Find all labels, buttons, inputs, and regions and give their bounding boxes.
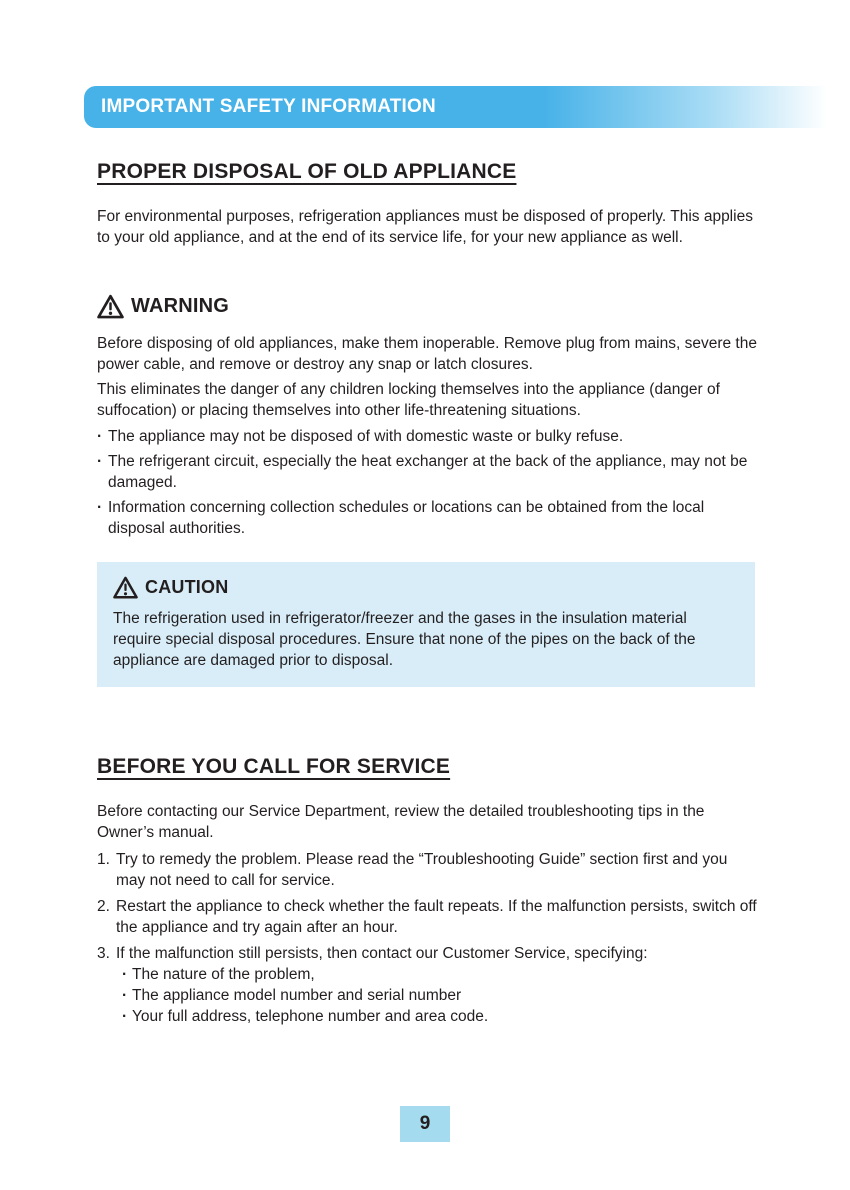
step-text: Restart the appliance to check whether the fault repeats. If the malfunction persists, switch off the appliance and try again after an hour. (116, 898, 757, 936)
bullet-marker: · (122, 987, 128, 1004)
service-steps-list (97, 849, 757, 1027)
disposal-section-heading: PROPER DISPOSAL OF OLD APPLIANCE (97, 160, 517, 183)
bullet-text: The refrigerant circuit, especially the heat exchanger at the back of the appliance, may not be damaged. (108, 453, 748, 491)
warning-paragraph: This eliminates the danger of any children locking themselves into the appliance (danger of suffocation) or placing themselves into other life-threatening situations. (97, 381, 720, 419)
list-item (97, 497, 757, 539)
bullet-text: Information concerning collection schedules or locations can be obtained from the local disposal authorities. (108, 499, 705, 537)
bullet-marker: · (97, 428, 103, 445)
warning-triangle-icon (97, 294, 124, 319)
warning-paragraph: Before disposing of old appliances, make them inoperable. Remove plug from mains, severe the power cable, and remove or destroy any snap or latch closures. (97, 335, 757, 373)
caution-heading (113, 576, 737, 599)
banner-title: IMPORTANT SAFETY INFORMATION (101, 96, 436, 117)
disposal-intro-paragraph: For environmental purposes, refrigeration appliances must be disposed of properly. This applies to your old appliance, and at the end of its service life, for your new appliance as well. (97, 208, 753, 246)
warning-triangle-icon (113, 576, 138, 599)
list-item (97, 849, 757, 891)
step-text: If the malfunction still persists, then contact our Customer Service, specifying: (116, 945, 648, 962)
page-number-badge: 9 (400, 1106, 450, 1142)
list-item (97, 943, 757, 1027)
step-text: Try to remedy the problem. Please read the “Troubleshooting Guide” section first and you may not need to call for service. (116, 851, 728, 889)
list-item (122, 964, 757, 985)
service-intro-paragraph: Before contacting our Service Department, review the detailed troubleshooting tips in the Owner’s manual. (97, 803, 705, 841)
step-text-group (116, 943, 757, 1027)
list-item (122, 985, 757, 1006)
bullet-marker: · (122, 966, 128, 983)
step-number: 3. (97, 945, 110, 962)
caution-label: CAUTION (145, 577, 229, 597)
list-item (97, 426, 757, 447)
bullet-text: The appliance may not be disposed of with domestic waste or bulky refuse. (108, 428, 624, 445)
bullet-marker: · (122, 1008, 128, 1025)
bullet-marker: · (97, 453, 103, 470)
section-banner (84, 86, 850, 128)
list-item (97, 451, 757, 493)
warning-label: WARNING (131, 295, 230, 317)
caution-paragraph: The refrigeration used in refrigerator/freezer and the gases in the insulation material require special disposal procedures. Ensure that none of the pipes on the back of the appliance are damaged prior to disposal. (113, 610, 696, 669)
caution-box (97, 562, 755, 687)
substep-text: Your full address, telephone number and area code. (132, 1008, 489, 1025)
substep-text: The nature of the problem, (132, 966, 315, 983)
page-content (97, 128, 757, 1027)
step-number: 1. (97, 851, 110, 868)
list-item (97, 896, 757, 938)
warning-heading (97, 294, 757, 319)
list-item (122, 1006, 757, 1027)
service-section-heading: BEFORE YOU CALL FOR SERVICE (97, 755, 451, 778)
warning-bullet-list (97, 426, 757, 539)
substep-text: The appliance model number and serial number (132, 987, 462, 1004)
step-number: 2. (97, 898, 110, 915)
bullet-marker: · (97, 499, 103, 516)
